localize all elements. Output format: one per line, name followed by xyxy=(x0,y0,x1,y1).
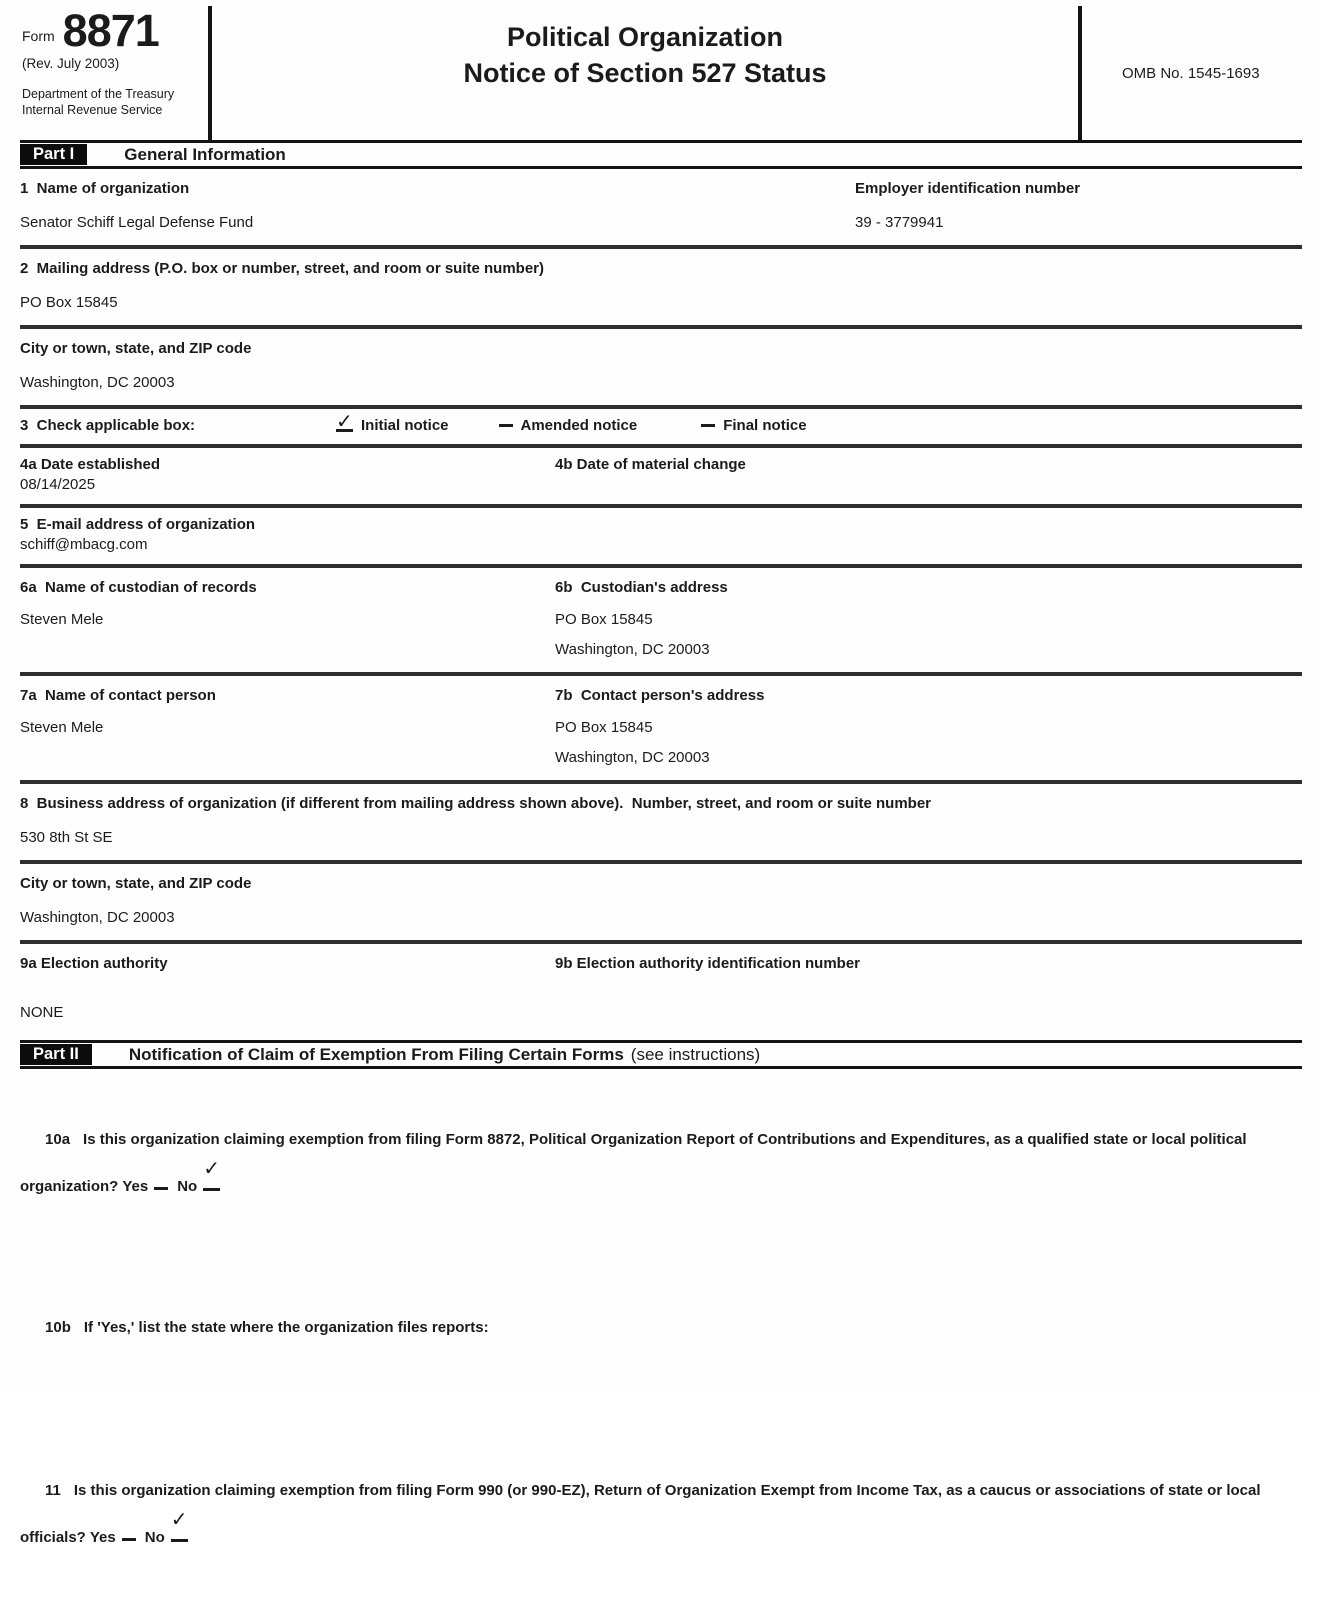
row-line5 xyxy=(20,508,1304,564)
custodian-name-label: 6a Name of custodian of records xyxy=(20,579,257,596)
field-contact-name xyxy=(20,687,555,767)
contact-name-value: Steven Mele xyxy=(20,719,104,736)
omb-number: OMB No. 1545-1693 xyxy=(1122,64,1260,82)
custodian-address-line1: PO Box 15845 xyxy=(555,611,653,628)
question-10a-no-label: No xyxy=(177,1178,198,1195)
row-line1 xyxy=(20,169,1304,245)
form-word: Form xyxy=(22,27,55,44)
part2-title-text: Notification of Claim of Exemption From Filing Certain Forms xyxy=(128,1044,624,1064)
question-11-text: Is this organization claiming exemption from filing Form 990 (or 990-EZ), Return of Organization Exempt from Income Tax, as a caucus or associations of state or local officials? xyxy=(20,1482,1265,1546)
question-10a-yes-label: Yes xyxy=(122,1178,149,1195)
question-10a-text: Is this organization claiming exemption from filing Form 8872, Political Organization Report of Contributions and Expenditures, as a qualified state or local political organization? xyxy=(20,1131,1251,1195)
custodian-address-line2: Washington, DC 20003 xyxy=(555,641,710,658)
email-address-value: schiff@mbacg.com xyxy=(20,536,148,553)
mailing-address-value: PO Box 15845 xyxy=(20,294,118,311)
contact-address-line2: Washington, DC 20003 xyxy=(555,749,710,766)
question-10b-number: 10b xyxy=(45,1319,71,1336)
row-line2 xyxy=(20,249,1304,325)
date-established-value: 08/14/2025 xyxy=(20,476,96,493)
city-state-zip-value: Washington, DC 20003 xyxy=(20,374,175,391)
city-state-zip-label: City or town, state, and ZIP code xyxy=(20,340,252,357)
contact-address-line1: PO Box 15845 xyxy=(555,719,653,736)
election-authority-label: 9a Election authority xyxy=(20,955,168,972)
row-line6 xyxy=(20,568,1304,672)
question-10b-text: If 'Yes,' list the state where the organization files reports: xyxy=(83,1319,489,1336)
field-election-authority-id xyxy=(555,955,1304,1022)
check-applicable-box-label: 3 Check applicable box: xyxy=(20,417,196,434)
row-line3 xyxy=(20,409,1304,444)
business-city-state-zip-value: Washington, DC 20003 xyxy=(20,909,175,926)
form-title-line1: Political Organization xyxy=(506,22,784,52)
name-of-organization-label: 1 Name of organization xyxy=(20,180,190,197)
question-11-number: 11 xyxy=(45,1482,61,1499)
business-address-label: 8 Business address of organization (if different from mailing address shown above). Number, street, and room or suite number xyxy=(20,795,932,812)
form-header-right xyxy=(1078,6,1304,140)
custodian-address-label: 6b Custodian's address xyxy=(555,579,728,596)
question-11-no-label: No xyxy=(144,1529,165,1546)
agency-line2: Internal Revenue Service xyxy=(22,103,163,117)
custodian-name-value: Steven Mele xyxy=(20,611,104,628)
part1-label: Part I xyxy=(20,144,87,165)
part2-title-suffix: (see instructions) xyxy=(630,1044,761,1064)
contact-name-label: 7a Name of contact person xyxy=(20,687,216,704)
question-10b xyxy=(20,1257,1294,1398)
question-10a-no-checkbox xyxy=(203,1178,220,1191)
business-address-value: 530 8th St SE xyxy=(20,829,113,846)
option-final-notice xyxy=(695,417,806,434)
row-city2 xyxy=(20,864,1304,940)
question-10a xyxy=(20,1069,1294,1257)
form-revision: (Rev. July 2003) xyxy=(22,55,120,71)
field-election-authority xyxy=(20,955,555,1022)
field-contact-address xyxy=(555,687,1304,767)
option-amended-notice xyxy=(493,417,638,434)
question-11 xyxy=(20,1420,1294,1608)
field-name-of-organization xyxy=(20,180,855,232)
question-11-no-checkbox xyxy=(171,1529,188,1542)
field-date-of-material-change xyxy=(555,456,1304,494)
form-header-center xyxy=(212,6,1078,140)
row-line9 xyxy=(20,944,1304,1040)
form-header-left xyxy=(20,6,212,140)
field-custodian-address xyxy=(555,579,1304,659)
final-notice-label: Final notice xyxy=(723,417,807,434)
name-of-organization-value: Senator Schiff Legal Defense Fund xyxy=(20,214,254,231)
election-authority-id-label: 9b Election authority identification number xyxy=(555,955,861,972)
part2-title xyxy=(92,1043,760,1066)
form-title xyxy=(212,19,1078,92)
part1-header-bar xyxy=(20,140,1302,169)
ein-value: 39 - 3779941 xyxy=(855,214,944,231)
agency-line1: Department of the Treasury xyxy=(22,86,175,101)
part2-label: Part II xyxy=(20,1044,92,1065)
field-ein xyxy=(855,180,1304,232)
question-11-yes-label: Yes xyxy=(89,1529,116,1546)
agency-block xyxy=(22,86,202,119)
mailing-address-label: 2 Mailing address (P.O. box or number, street, and room or suite number) xyxy=(20,260,544,277)
row-line4 xyxy=(20,448,1304,504)
amended-notice-label: Amended notice xyxy=(520,417,638,434)
part2-header-bar xyxy=(20,1040,1302,1069)
ein-label: Employer identification number xyxy=(855,180,1081,197)
date-of-material-change-label: 4b Date of material change xyxy=(555,456,746,473)
field-date-established xyxy=(20,456,555,494)
election-authority-id-value xyxy=(555,1004,1304,1022)
amended-notice-checkbox xyxy=(499,424,513,427)
election-authority-value: NONE xyxy=(20,1004,64,1021)
field-custodian-name xyxy=(20,579,555,659)
initial-notice-checkbox xyxy=(336,419,353,432)
part2-questions xyxy=(20,1069,1294,1608)
form-header xyxy=(20,6,1304,140)
option-initial-notice xyxy=(330,417,449,434)
final-notice-checkbox xyxy=(701,424,715,427)
date-established-label: 4a Date established xyxy=(20,456,161,473)
question-10a-number: 10a xyxy=(45,1131,71,1148)
row-line7 xyxy=(20,676,1304,780)
email-address-label: 5 E-mail address of organization xyxy=(20,516,256,533)
form-number-block xyxy=(22,5,202,56)
part1-title: General Information xyxy=(124,144,286,164)
contact-address-label: 7b Contact person's address xyxy=(555,687,765,704)
form-title-line2: Notice of Section 527 Status xyxy=(463,58,827,89)
business-city-state-zip-label: City or town, state, and ZIP code xyxy=(20,875,252,892)
question-11-yes-checkbox xyxy=(122,1538,136,1541)
row-line8 xyxy=(20,784,1304,860)
initial-notice-label: Initial notice xyxy=(361,417,449,434)
question-10a-yes-checkbox xyxy=(154,1187,168,1190)
date-of-material-change-value xyxy=(555,476,1304,494)
row-city1 xyxy=(20,329,1304,405)
form-number: 8871 xyxy=(62,5,159,56)
